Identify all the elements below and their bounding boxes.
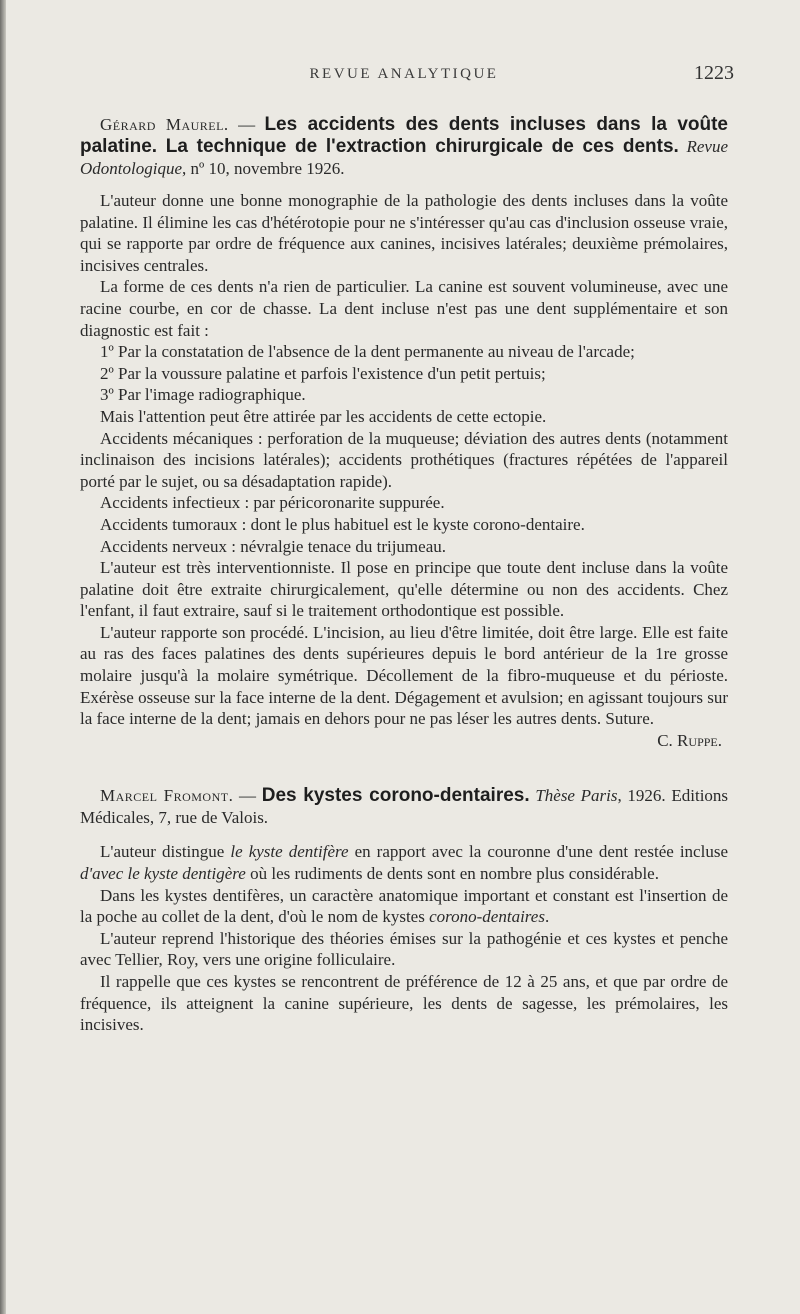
paragraph — [80, 885, 728, 928]
text-run: où les rudiments de dents sont en nombre plus considérable. — [245, 864, 659, 884]
italic-term: le kyste dentifère — [230, 842, 349, 862]
paragraph: Il rappelle que ces kystes se rencontrent de préférence de 12 à 25 ans, et que par ordre de fréquence, ils atteignent la canine supérieure, les dents de sagesse, les prémolaires, les incisives. — [80, 972, 728, 1035]
article-title: Des kystes corono-dentaires. — [261, 785, 530, 807]
heading-dash: — — [233, 786, 262, 806]
list-item: 3º Par l'image radiographique. — [100, 385, 306, 405]
review-article-1 — [80, 114, 728, 751]
journal-page — [80, 0, 734, 1036]
text-run: Dans les kystes dentifères, un caractère anatomique important et constant est l'insertion de la poche au collet de la dent, d'où le nom de kystes — [80, 885, 728, 927]
article-author: Marcel Fromont. — [100, 786, 234, 806]
article-heading — [80, 114, 728, 180]
article-separator — [80, 751, 728, 779]
paragraph: Accidents nerveux : névralgie tenace du trijumeau. — [100, 536, 446, 556]
list-item: 2º Par la voussure palatine et parfois l'existence d'un petit pertuis; — [100, 363, 546, 383]
running-title: REVUE ANALYTIQUE — [309, 66, 499, 82]
article-heading — [80, 785, 728, 829]
paragraph: Mais l'attention peut être attirée par les accidents de cette ectopie. — [100, 406, 547, 426]
paragraph: L'auteur reprend l'historique des théories émises sur la pathogénie et ces kystes et penche avec Tellier, Roy, vers une origine folliculaire. — [80, 928, 728, 970]
reviewer-name: C. Ruppe. — [657, 730, 722, 750]
thesis-label: Thèse Paris — [535, 786, 618, 806]
paragraph: L'auteur rapporte son procédé. L'incision, au lieu d'être limitée, doit être large. Elle est faite au ras des faces palatines des dents supérieures depuis le bord antérieur de la 1re grosse molaire jusqu'à la molaire symétrique. Décollement de la fibro-muqueuse et du périoste. Exérèse osseuse sur la face interne de la dent. Dégagement et avulsion; en agissant toujours sur la face interne de la dent; jamais en dehors pour ne pas léser les autres dents. Suture. — [80, 622, 728, 729]
paragraph: Accidents infectieux : par péricoronarite suppurée. — [100, 493, 445, 513]
review-article-2 — [80, 785, 728, 1035]
paragraph — [80, 841, 728, 884]
paragraph: La forme de ces dents n'a rien de particulier. La canine est souvent volumineuse, avec une racine courbe, en cor de chasse. La dent incluse n'est pas une dent supplémentaire et son diagnostic est fait : — [80, 277, 728, 340]
text-run: L'auteur distingue — [100, 842, 231, 862]
heading-dash: — — [228, 115, 265, 134]
paragraph: L'auteur est très interventionniste. Il pose en principe que toute dent incluse dans la voûte palatine doit être extraite chirurgicalement, qu'elle détermine ou non des accidents. Chez l'enfant, il faut extraire, sauf si le traitement orthodontique est possible. — [80, 558, 728, 621]
citation-details: , nº 10, novembre 1926. — [182, 159, 345, 178]
reviewer-signature — [80, 730, 728, 752]
paragraph: Accidents mécaniques : perforation de la muqueuse; déviation des autres dents (notamment inclinaison des incisions latérales); accidents prothétiques (fractures répétées de l'appareil porté par le sujet, ou sa désadaptation rapide). — [80, 428, 728, 491]
page-number: 1223 — [694, 62, 734, 84]
text-run: . — [544, 907, 550, 927]
journal-name: Revue Odontologique — [80, 137, 729, 178]
citation-details: , 1926. Editions Médicales, 7, rue de Valois. — [80, 786, 729, 828]
page-edge-shadow — [0, 0, 6, 1314]
italic-term: corono-dentaires — [429, 907, 545, 927]
italic-term: d'avec le kyste dentigère — [80, 864, 246, 884]
list-item: 1º Par la constatation de l'absence de la dent permanente au niveau de l'arcade; — [100, 342, 635, 362]
running-head — [80, 0, 734, 100]
article-author: Gérard Maurel. — [100, 115, 229, 134]
text-run: en rapport avec la couronne d'une dent restée incluse — [348, 842, 728, 862]
paragraph: Accidents tumoraux : dont le plus habituel est le kyste corono-dentaire. — [100, 514, 585, 534]
paragraph: L'auteur donne une bonne monographie de la pathologie des dents incluses dans la voûte palatine. Il élimine les cas d'hétérotopie pour ne s'intéresser qu'au cas d'inclusion osseuse vraie, qui se rapporte par ordre de fréquence aux canines, incisives latérales; deuxième prémolaires, incisives centrales. — [80, 191, 728, 275]
article-title: Les accidents des dents incluses dans la voûte palatine. La technique de l'extraction chirurgicale de ces dents. — [80, 114, 728, 157]
